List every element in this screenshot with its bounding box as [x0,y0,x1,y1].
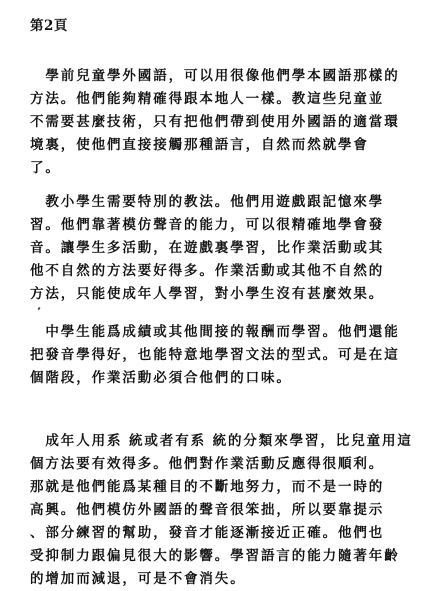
paragraph-line: 境裏，使他們直接接觸那種語言，自然而然就學會 [30,137,369,153]
paragraph-line: 方法。他們能夠精確得跟本地人一樣。教這些兒童並 [30,91,385,107]
paragraph-line: 那就是他們能爲某種目的不斷地努力，而不是一時的 [30,479,385,495]
paragraph-line: 他不自然的方法要好得多。作業活動或其他不自然的 [30,263,385,279]
paragraph-line: 把發音學得好，也能特意地學習文法的型式。可是在這 [30,347,400,363]
paragraph-middle-school-students [30,321,405,390]
paragraph-elementary-students [30,191,405,306]
paragraph-preschool-children [30,65,405,180]
paragraph-line: 受抑制力跟偏見很大的影響。學習語言的能力隨著年齡 [30,548,400,564]
paragraph-line: 不需要甚麼技術，只有把他們帶到使用外國語的適當環 [30,114,400,130]
paragraph-line: 中學生能爲成績或其他間接的報酬而學習。他們還能 [30,324,400,340]
paragraph-line: 學前兒童學外國語，可以用很像他們學本國語那樣的 [30,68,400,84]
paragraph-line: 個階段，作業活動必須合他們的口味。 [30,370,292,386]
paragraph-line: 方法，只能使成年人學習，對小學生沒有甚麼效果。 [30,286,385,302]
paragraph-adults [30,430,413,591]
page-number-heading: 第2頁 [30,18,68,34]
paragraph-line: 了。 [30,160,61,176]
paragraph-line: 成年人用系 統或者有系 統的分類來學習，比兒童用這 [30,433,413,449]
paragraph-line: 習。他們靠著模仿聲音的能力，可以很精確地學會發 [30,217,385,233]
paragraph-line: 音。讓學生多活動，在遊戲裏學習，比作業活動或其 [30,240,385,256]
paragraph-line: 、部分練習的幫助，發音才能逐漸接近正確。他們也 [30,525,385,541]
paragraph-line: 高興。他們模仿外國語的聲音很笨拙，所以要靠提示 [30,502,385,518]
paragraph-line: 教小學生需要特別的教法。他們用遊戲跟記憶來學 [30,194,385,210]
scan-speck [37,307,40,311]
paragraph-line: 的增加而減退，可是不會消失。 [30,571,246,587]
paragraph-line: 個方法要有效得多。他們對作業活動反應得很順利。 [30,456,385,472]
